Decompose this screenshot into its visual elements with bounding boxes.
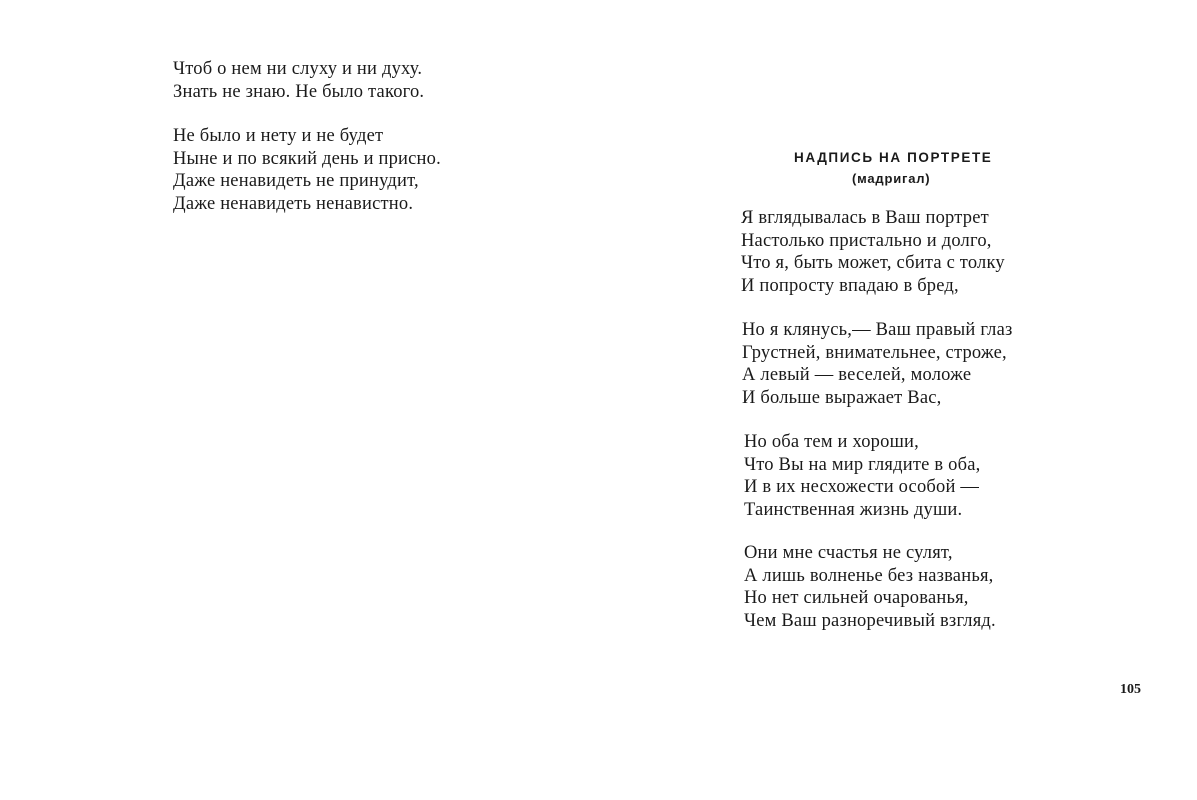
poem-line: И больше выражает Вас,: [742, 387, 942, 408]
poem-line: Настолько пристально и долго,: [741, 230, 992, 251]
poem-stanza: [173, 58, 424, 103]
right-page: [598, 0, 1197, 800]
poem-stanza: [744, 431, 980, 521]
poem-line: Но оба тем и хороши,: [744, 432, 919, 452]
poem-line: И в их несхожести особой —: [744, 477, 980, 497]
poem-line: Таинственная жизнь души.: [744, 499, 963, 520]
poem-line: Не было и нету и не будет: [173, 126, 384, 146]
poem-line: А левый — веселей, моложе: [742, 365, 972, 385]
poem-line: Чем Ваш разноречивый взгляд.: [744, 610, 996, 631]
poem-line: Грустней, внимательнее, строже,: [742, 342, 1007, 363]
poem-line: Но нет сильней очарованья,: [744, 588, 969, 608]
poem-line: И попросту впадаю в бред,: [741, 275, 959, 296]
poem-line: Но я клянусь,— Ваш правый глаз: [742, 320, 1013, 340]
poem-subtitle: (мадригал): [852, 171, 931, 186]
poem-stanza: [742, 319, 1013, 409]
poem-line: Ныне и по всякий день и присно.: [173, 148, 441, 169]
poem-line: Что Вы на мир глядите в оба,: [744, 454, 981, 475]
poem-stanza: [744, 542, 996, 632]
poem-stanza: [741, 207, 1005, 297]
poem-line: Даже ненавидеть не принудит,: [173, 171, 419, 191]
poem-stanza: [173, 125, 441, 215]
poem-line: Они мне счастья не сулят,: [744, 543, 953, 563]
poem-title: НАДПИСЬ НА ПОРТРЕТЕ: [794, 150, 993, 165]
left-page: [0, 0, 598, 800]
poem-line: Знать не знаю. Не было такого.: [173, 81, 425, 102]
poem-line: Чтоб о нем ни слуху и ни духу.: [173, 59, 423, 79]
page-number: 105: [1120, 682, 1141, 697]
poem-line: А лишь волненье без названья,: [744, 565, 994, 586]
poem-line: Даже ненавидеть ненавистно.: [173, 193, 414, 214]
poem-line: Что я, быть может, сбита с толку: [741, 253, 1005, 273]
poem-line: Я вглядывалась в Ваш портрет: [741, 208, 989, 228]
